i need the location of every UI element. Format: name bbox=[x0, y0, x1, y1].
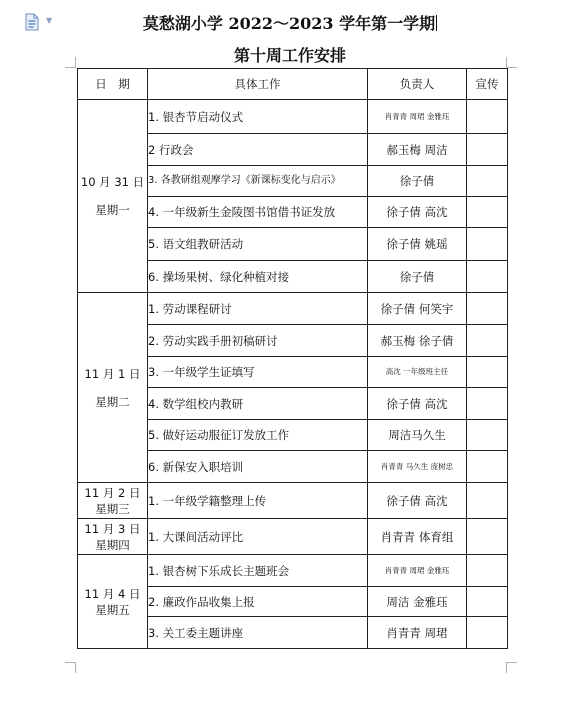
publicity-cell bbox=[467, 134, 508, 166]
publicity-cell bbox=[467, 617, 508, 649]
schedule-body bbox=[78, 100, 508, 649]
publicity-cell bbox=[467, 228, 508, 261]
publicity-cell bbox=[467, 357, 508, 388]
owner-cell: 高沈 一年级班主任 bbox=[368, 357, 467, 388]
owner-cell: 徐子倩 何笑宇 bbox=[368, 293, 467, 325]
date-label: 11 月 1 日 bbox=[84, 366, 141, 381]
date-label: 11 月 3 日 bbox=[84, 521, 141, 536]
date-cell bbox=[78, 293, 148, 483]
publicity-cell bbox=[467, 420, 508, 451]
owner-cell: 徐子倩 姚瑶 bbox=[368, 228, 467, 261]
table-row bbox=[78, 555, 508, 587]
date-cell bbox=[78, 483, 148, 519]
task-cell: 3. 关工委主题讲座 bbox=[148, 617, 368, 649]
task-cell: 3. 一年级学生证填写 bbox=[148, 357, 368, 388]
header-date: 日 期 bbox=[78, 69, 148, 100]
owner-cell: 郝玉梅 徐子倩 bbox=[368, 325, 467, 357]
owner-cell: 肖青青 马久生 庞树忠 bbox=[368, 451, 467, 483]
publicity-cell bbox=[467, 555, 508, 587]
date-label: 11 月 2 日 bbox=[84, 485, 141, 500]
task-cell: 1. 劳动课程研讨 bbox=[148, 293, 368, 325]
table-row bbox=[78, 293, 508, 325]
weekday-label: 星期五 bbox=[95, 602, 130, 617]
task-cell: 5. 做好运动服征订发放工作 bbox=[148, 420, 368, 451]
publicity-cell bbox=[467, 519, 508, 555]
owner-cell: 肖青青 周珺 bbox=[368, 617, 467, 649]
date-cell bbox=[78, 519, 148, 555]
text-cursor bbox=[436, 15, 437, 31]
owner-cell: 郝玉梅 周洁 bbox=[368, 134, 467, 166]
task-cell: 3. 各教研组观摩学习《新课标变化与启示》 bbox=[148, 166, 368, 197]
task-cell: 5. 语文组教研活动 bbox=[148, 228, 368, 261]
publicity-cell bbox=[467, 197, 508, 228]
publicity-cell bbox=[467, 261, 508, 293]
header-publicity: 宣传 bbox=[467, 69, 508, 100]
header-task: 具体工作 bbox=[148, 69, 368, 100]
task-cell: 1. 大课间活动评比 bbox=[148, 519, 368, 555]
owner-cell: 肖青青 周珺 金雅珏 bbox=[368, 100, 467, 134]
table-header-row bbox=[78, 69, 508, 100]
owner-cell: 徐子倩 bbox=[368, 261, 467, 293]
task-cell: 1. 银杏树下乐成长主题班会 bbox=[148, 555, 368, 587]
task-cell: 2 行政会 bbox=[148, 134, 368, 166]
chevron-down-icon[interactable]: ▼ bbox=[46, 16, 53, 25]
publicity-cell bbox=[467, 388, 508, 420]
task-cell: 1. 一年级学籍整理上传 bbox=[148, 483, 368, 519]
task-cell: 6. 新保安入职培训 bbox=[148, 451, 368, 483]
weekday-label: 星期二 bbox=[95, 394, 130, 409]
task-cell: 4. 一年级新生金陵图书馆借书证发放 bbox=[148, 197, 368, 228]
publicity-cell bbox=[467, 293, 508, 325]
owner-cell: 周洁 金雅珏 bbox=[368, 587, 467, 617]
owner-cell: 周洁马久生 bbox=[368, 420, 467, 451]
publicity-cell bbox=[467, 483, 508, 519]
task-cell: 6. 操场果树、绿化种植对接 bbox=[148, 261, 368, 293]
task-cell: 2. 劳动实践手册初稿研讨 bbox=[148, 325, 368, 357]
document-subtitle: 第十周工作安排 bbox=[233, 46, 346, 65]
page-corner-mark bbox=[506, 662, 517, 673]
publicity-cell bbox=[467, 587, 508, 617]
owner-cell: 徐子倩 高沈 bbox=[368, 388, 467, 420]
document-title: 莫愁湖小学 2022～2023 学年第一学期 bbox=[142, 14, 436, 33]
date-label: 10 月 31 日 bbox=[80, 175, 145, 189]
schedule-table bbox=[77, 68, 508, 649]
owner-cell: 徐子倩 高沈 bbox=[368, 197, 467, 228]
weekday-label: 星期四 bbox=[95, 537, 130, 552]
publicity-cell bbox=[467, 100, 508, 134]
date-cell bbox=[78, 555, 148, 649]
task-cell: 2. 廉政作品收集上报 bbox=[148, 587, 368, 617]
owner-cell: 徐子倩 高沈 bbox=[368, 483, 467, 519]
task-cell: 1. 银杏节启动仪式 bbox=[148, 100, 368, 134]
weekday-label: 星期一 bbox=[95, 203, 130, 217]
task-cell: 4. 数学组校内教研 bbox=[148, 388, 368, 420]
publicity-cell bbox=[467, 451, 508, 483]
weekday-label: 星期三 bbox=[95, 501, 130, 516]
owner-cell: 徐子倩 bbox=[368, 166, 467, 197]
date-cell bbox=[78, 100, 148, 293]
header-owner: 负责人 bbox=[368, 69, 467, 100]
owner-cell: 肖青青 体育组 bbox=[368, 519, 467, 555]
publicity-cell bbox=[467, 166, 508, 197]
table-row bbox=[78, 100, 508, 134]
page-corner-mark bbox=[65, 57, 76, 68]
date-label: 11 月 4 日 bbox=[84, 586, 141, 601]
table-row bbox=[78, 519, 508, 555]
owner-cell: 肖青青 周珺 金雅珏 bbox=[368, 555, 467, 587]
publicity-cell bbox=[467, 325, 508, 357]
table-row bbox=[78, 483, 508, 519]
page-corner-mark bbox=[506, 57, 517, 68]
page-corner-mark bbox=[65, 662, 76, 673]
